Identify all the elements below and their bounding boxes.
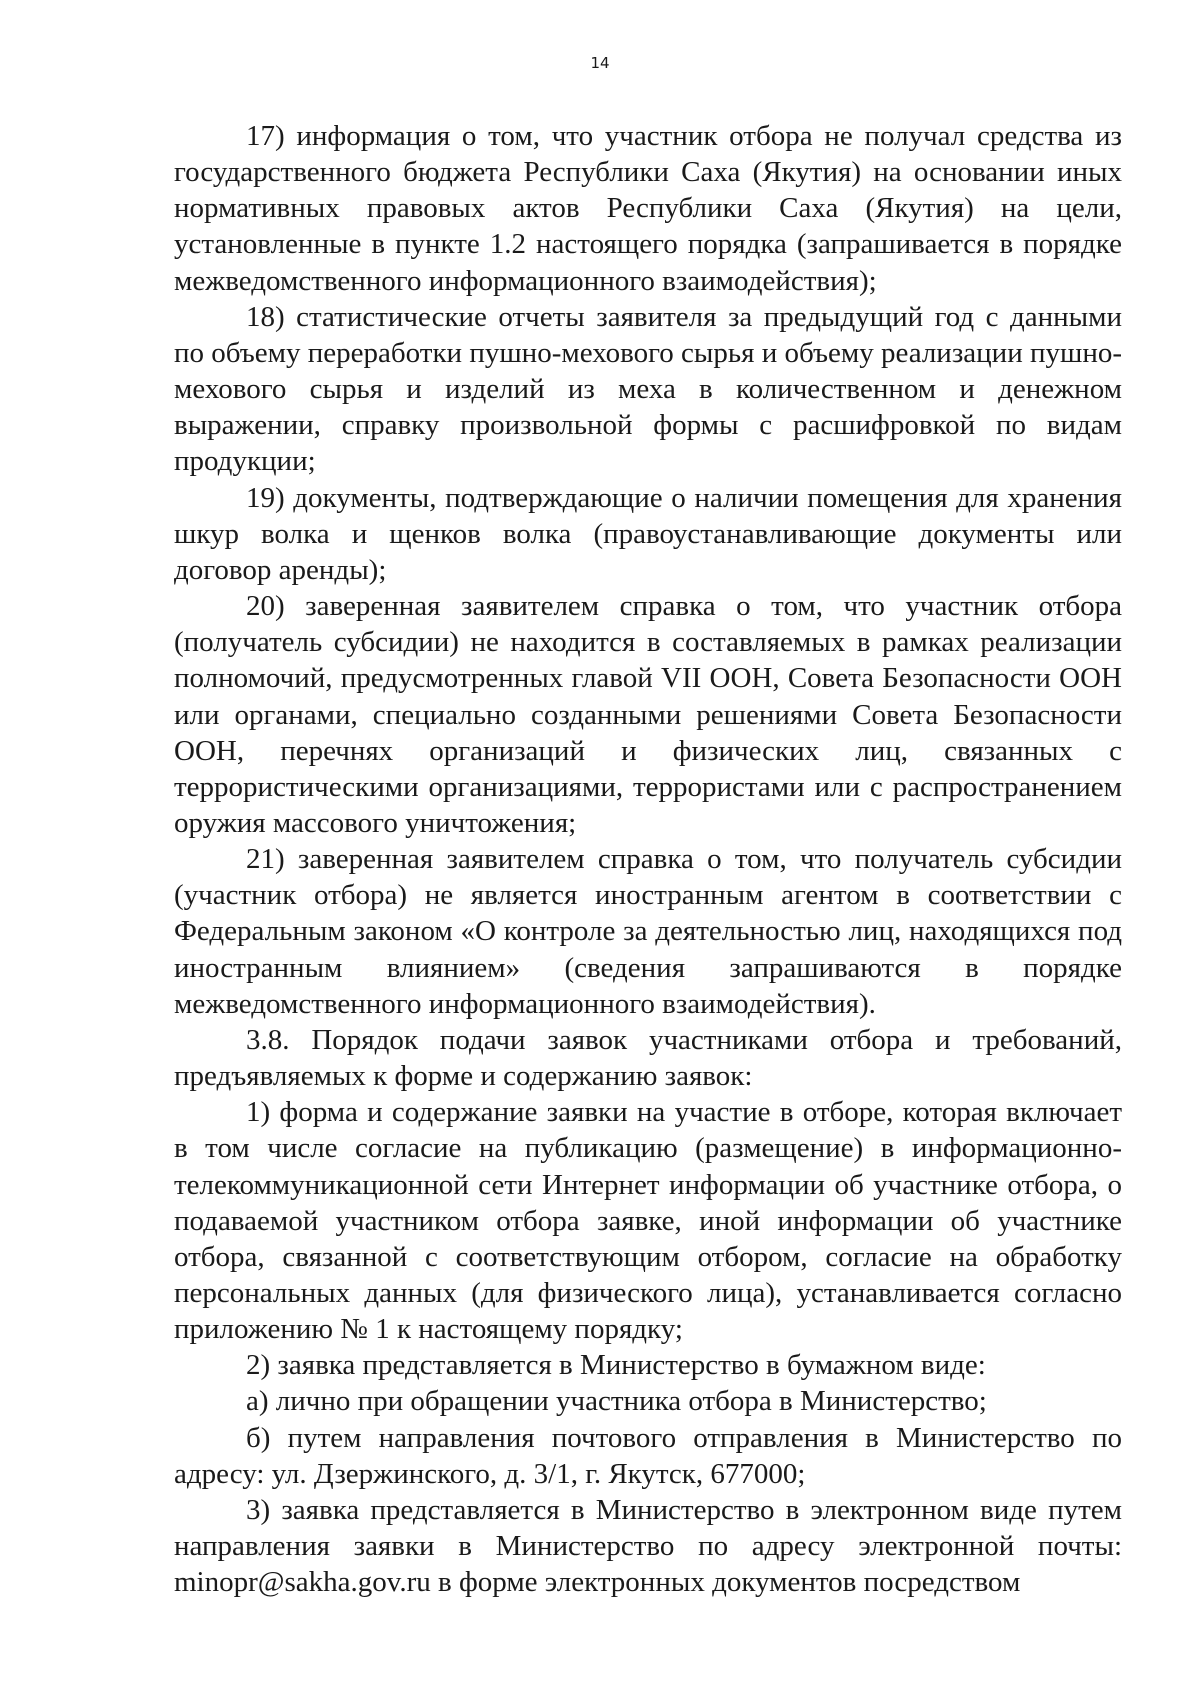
paragraph-item-17: 17) информация о том, что участник отбора не получал средства из государственного бюджета Республики Саха (Якутия) на основании иных нормативных правовых актов Республики Саха (Якутия) на цели, установленные в пункте 1.2 настоящего порядка (запрашивается в порядке межведомственного информационного взаимодействия); <box>174 120 1122 297</box>
paragraph-item-3: 3) заявка представляется в Министерство в электронном виде путем направления заявки в Министерство по адресу электронной почты: minopr@sakha.gov.ru в форме электронных документов посредством <box>174 1493 1122 1599</box>
paragraph-item-20: 20) заверенная заявителем справка о том, что участник отбора (получатель субсидии) не находится в составляемых в рамках реализации полномочий, предусмотренных главой VII ООН, Совета Безопасности ООН или органами, специально созданными решениями Совета Безопасности ООН, перечнях организаций и физических лиц, связанных с террористическими организациями, террористами или с распространением оружия массового уничтожения; <box>174 590 1122 839</box>
paragraph-item-b: б) путем направления почтового отправления в Министерство по адресу: ул. Дзержинского, д. 3/1, г. Якутск, 677000; <box>174 1421 1122 1490</box>
section-3-8-heading: 3.8. Порядок подачи заявок участниками отбора и требований, предъявляемых к форме и содержанию заявок: <box>174 1023 1122 1093</box>
paragraph-item-21: 21) заверенная заявителем справка о том, что получатель субсидии (участник отбора) не является иностранным агентом в соответствии с Федеральным законом «О контроле за деятельностью лиц, находящихся под иностранным влиянием» (сведения запрашиваются в порядке межведомственного информационного взаимодействия). <box>174 843 1122 1020</box>
paragraph-item-2: 2) заявка представляется в Министерство в бумажном виде: <box>246 1349 986 1382</box>
paragraph-item-1: 1) форма и содержание заявки на участие в отборе, которая включает в том числе согласие на публикацию (размещение) в информационно-телекоммуникационной сети Интернет информации об участнике отбора, о подаваемой участником отбора заявке, иной информации об участнике отбора, связанной с соответствующим отбором, согласие на обработку персональных данных (для физического лица), устанавливается согласно приложению № 1 к настоящему порядку; <box>174 1096 1122 1346</box>
document-body <box>174 118 1122 1600</box>
paragraph-item-19: 19) документы, подтверждающие о наличии помещения для хранения шкур волка и щенков волка (правоустанавливающие документы или договор аренды); <box>174 481 1122 586</box>
paragraph-item-a: а) лично при обращении участника отбора в Министерство; <box>246 1385 987 1418</box>
paragraph-item-18: 18) статистические отчеты заявителя за предыдущий год с данными по объему переработки пушно-мехового сырья и объему реализации пушно-мехового сырья и изделий из меха в количественном и денежном выражении, справку произвольной формы с расшифровкой по видам продукции; <box>174 300 1122 478</box>
page-number: 14 <box>590 54 610 72</box>
